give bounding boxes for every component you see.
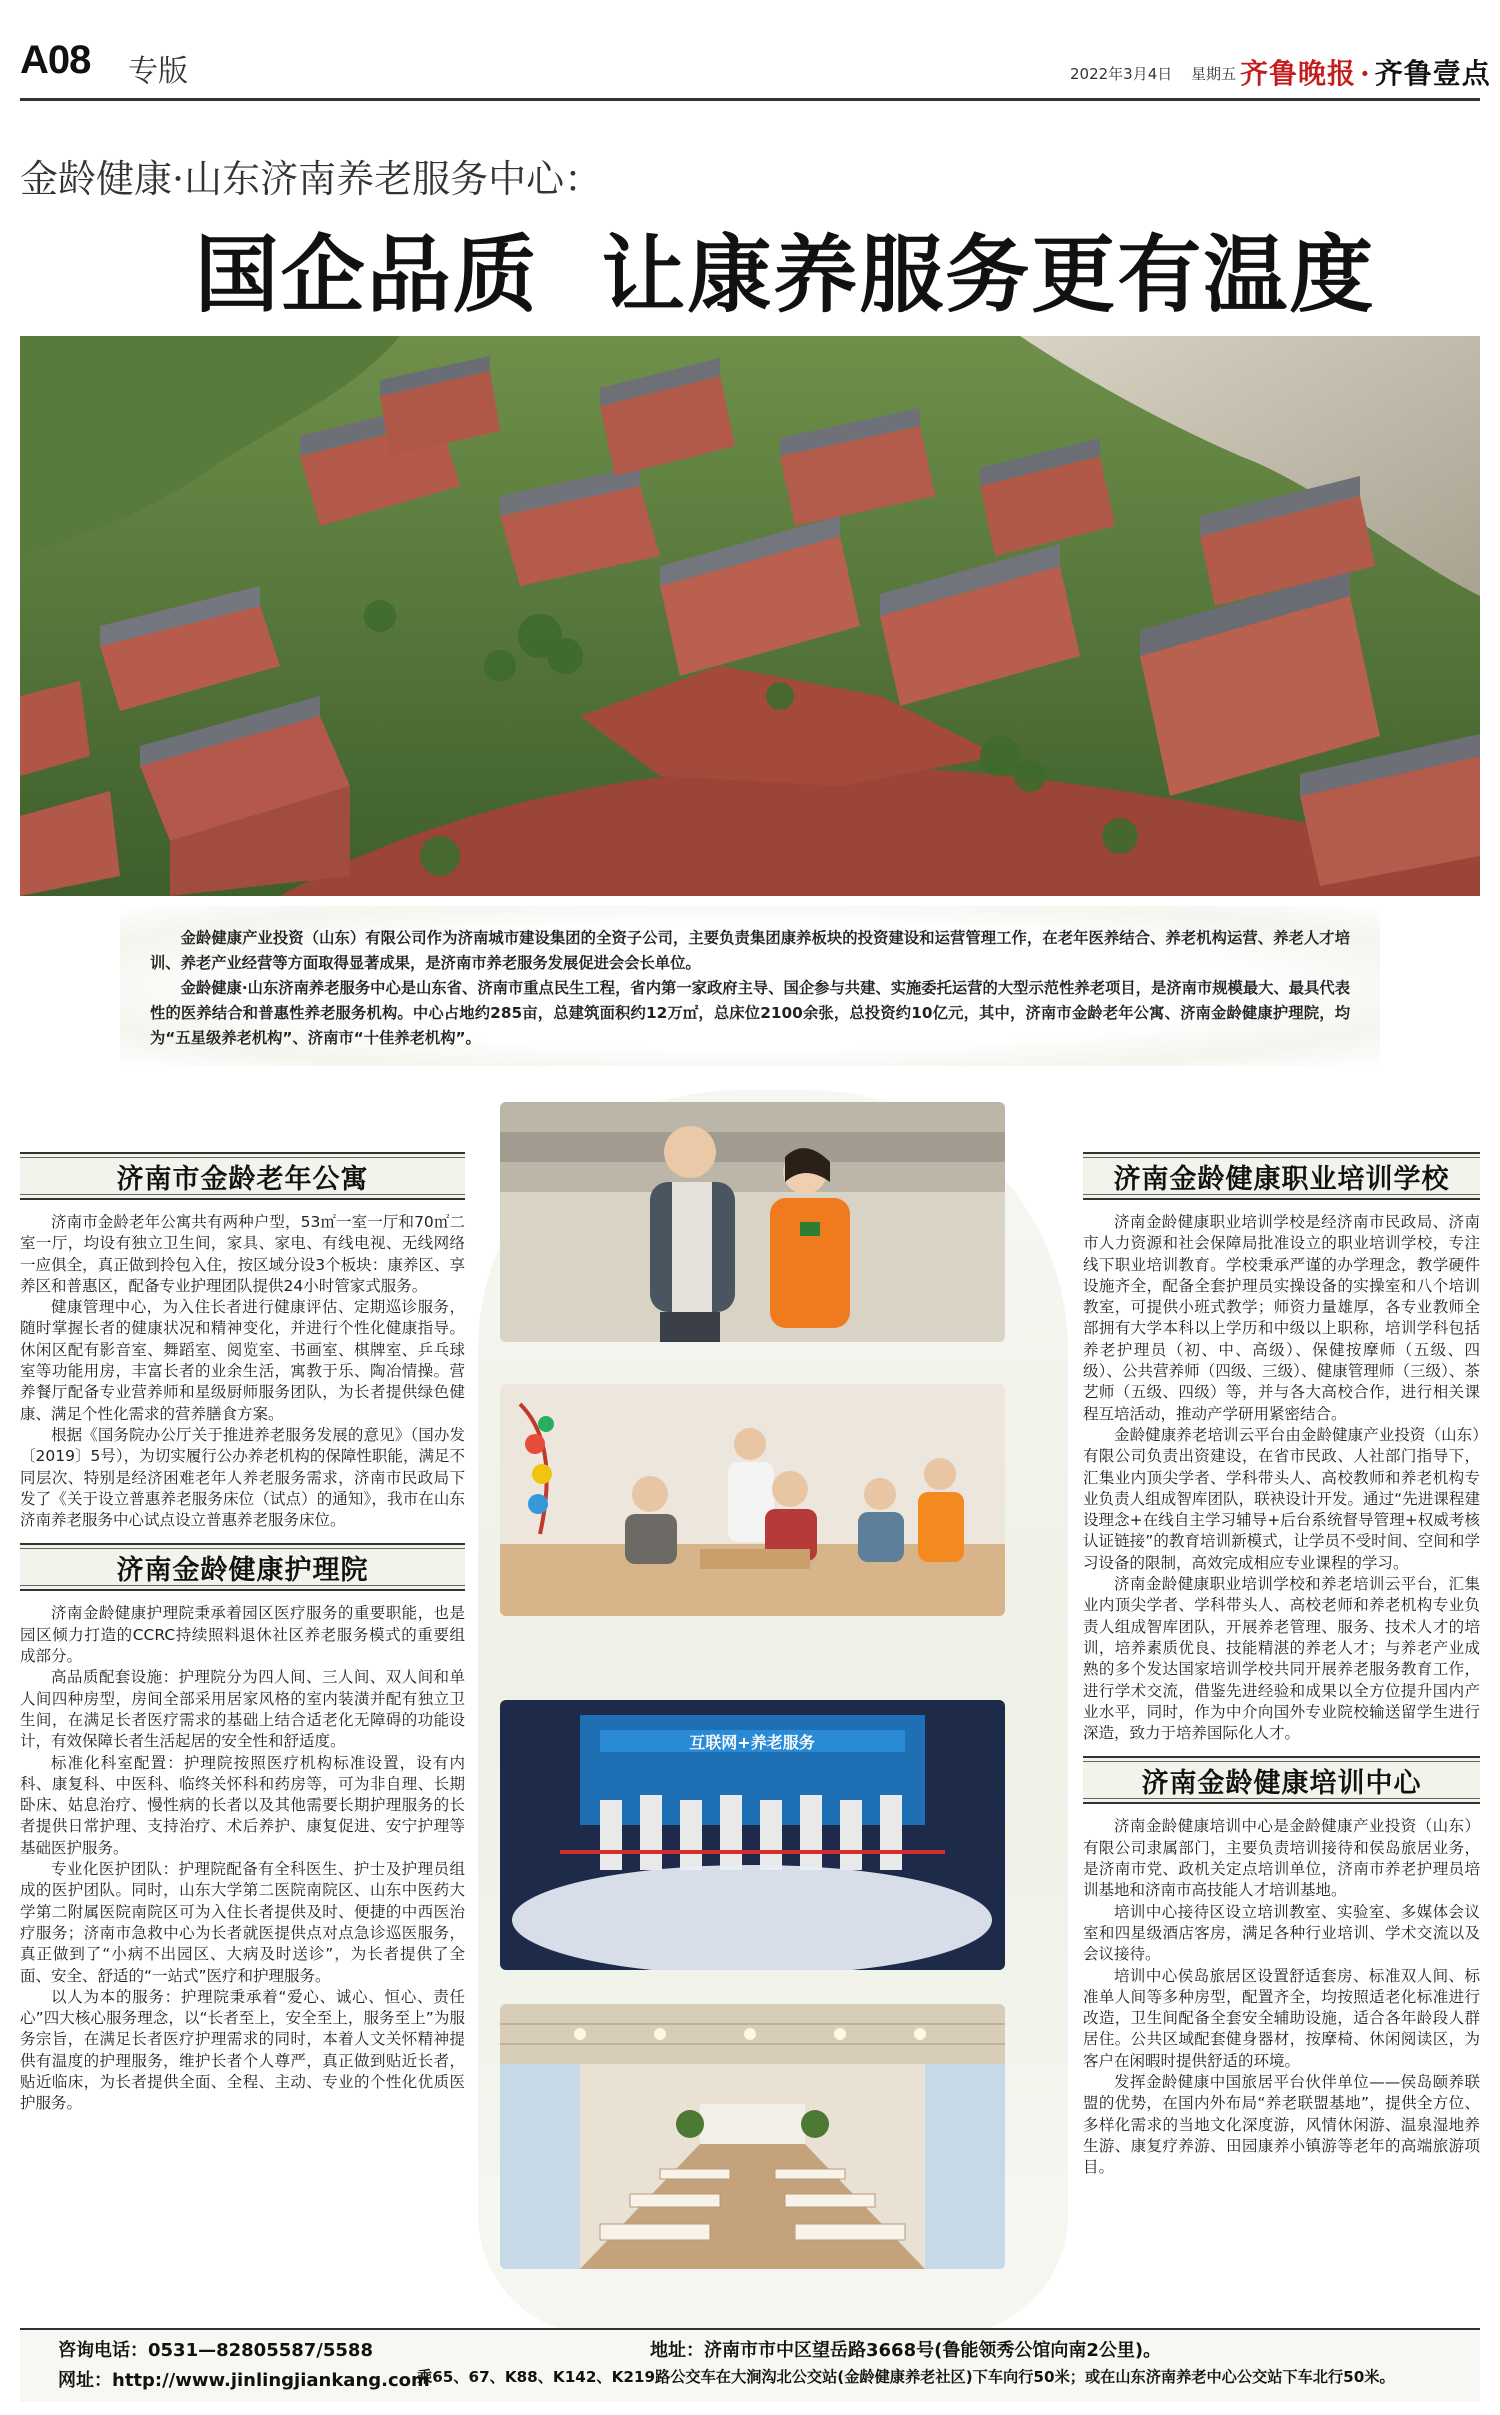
weekday-text: 星期五 — [1191, 65, 1237, 83]
body-paragraph: 高品质配套设施：护理院分为四人间、三人间、双人间和单人间四种房型，房间全部采用居家风格的室内装潢并配有独立卫生间，在满足长者医疗需求的基础上结合适老化无障碍的功能设计，有效保障长者生活起居的安全性和舒适度。 — [20, 1668, 465, 1751]
section-title: 济南金龄健康护理院 — [116, 1554, 369, 1586]
aerial-campus-illustration — [20, 336, 1480, 896]
photo-elder-with-caregiver — [500, 1102, 1005, 1342]
intro-paragraph: 金龄健康·山东济南养老服务中心是山东省、济南市重点民生工程，省内第一家政府主导、国企参与共建、实施委托运营的大型示范性养老项目，是济南市规模最大、最具代表性的医养结合和普惠性养老服务机构。中心占地约285亩，总建筑面积约12万㎡，总床位2100余张，总投资约10亿元，其中，济南市金龄老年公寓、济南金龄健康护理院，均为“五星级养老机构”、济南市“十佳养老机构”。 — [150, 979, 1350, 1047]
body-paragraph: 专业化医护团队：护理院配备有全科医生、护士及护理员组成的医护团队。同时，山东大学第二医院南院区、山东中医药大学第二附属医院南院区可为入住长者提供及时、便捷的中西医治疗服务；济南市急救中心为长者就医提供点对点急诊巡医服务，真正做到了“小病不出园区、大病及时送诊”，为长者提供了全面、安全、舒适的“一站式”医疗和护理服务。 — [20, 1860, 465, 1985]
body-paragraph: 金龄健康养老培训云平台由金龄健康产业投资（山东）有限公司负责出资建设，在省市民政、人社部门指导下，汇集业内顶尖学者、学科带头人、高校教师和养老机构专业负责人组成智库团队，联袂设计开发。通过“先进课程建设理念+在线自主学习辅导+后台系统督导管理+权威考核认证链接”的教育培训新模式，让学员不受时间、空间和学习设备的限制，高效完成相应专业课程的学习。 — [1083, 1425, 1480, 1572]
intro-text — [150, 926, 1350, 1051]
headline-title: 国企品质 让康养服务更有温度 — [194, 225, 1376, 324]
masthead-rule — [20, 98, 1480, 101]
body-paragraph: 济南市金龄老年公寓共有两种户型，53㎡一室一厅和70㎡二室一厅，均设有独立卫生间，家具、家电、有线电视、无线网络一应俱全，真正做到拎包入住，按区域分设3个板块：康养区、享养区和普惠区，配备专业护理团队提供24小时管家式服务。 — [20, 1213, 465, 1295]
logo-primary: 齐鲁晚报 — [1240, 57, 1357, 90]
body-paragraph: 济南金龄健康职业培训学校是经济南市民政局、济南市人力资源和社会保障局批准设立的职业培训学校，专注线下职业培训教育。学校秉承严谨的办学理念，教学硬件设施齐全，配备全套护理员实操设备的实操室和八个培训教室，可提供小班式教学；师资力量雄厚，各专业教师全部拥有大学本科以上学历和中级以上职称，培训学科包括养老护理员（初、中、高级）、保健按摩师（五级、四级）、公共营养师（四级、三级）、健康管理师（三级）、茶艺师（五级、四级）等，并与各大高校合作，进行相关课程互培活动，推动产学研用紧密结合。 — [1083, 1213, 1480, 1423]
footer-phone — [58, 2336, 373, 2362]
body-paragraph: 济南金龄健康职业培训学校和养老培训云平台，汇集业内顶尖学者、学科带头人、高校老师和养老机构专业负责人组成智库团队，开展养老管理、服务、技术人才的培训，培养素质优良、技能精湛的养老人才；与养老产业成熟的多个发达国家培训学校共同开展养老服务教育工作，进行学术交流，借鉴先进经验和成果以全方位提升国内产业水平，同时，作为中介向国外专业院校输送留学生进行深造，致力于培养国际化人才。 — [1083, 1575, 1480, 1743]
page-number: A08 — [20, 38, 91, 82]
address-text: 济南市市中区望岳路3668号(鲁能领秀公馆向南2公里)。 — [704, 2340, 1162, 2361]
body-paragraph: 济南金龄健康护理院秉承着园区医疗服务的重要职能，也是园区倾力打造的CCRC持续照料退休社区养老服务模式的重要组成部分。 — [20, 1604, 465, 1666]
footer-bus-directions: 乘65、67、K88、K142、K219路公交车在大涧沟北公交站(金龄健康养老社区)下车向行50米；或在山东济南养老中心公交站下车北行50米。 — [417, 2368, 1395, 2386]
web-label: 网址： — [58, 2370, 112, 2391]
ceremony-banner-text: 互联网+养老服务 — [689, 1733, 815, 1752]
headline-kicker: 金龄健康·山东济南养老服务中心： — [20, 157, 603, 201]
hero-photo-aerial-campus — [20, 336, 1480, 896]
body-paragraph: 济南金龄健康培训中心是金龄健康产业投资（山东）有限公司隶属部门，主要负责培训接待和侯岛旅居业务，是济南市党、政机关定点培训单位，济南市养老护理员培训基地和济南市高技能人才培训基地。 — [1083, 1817, 1480, 1900]
section-heading-training-school — [1083, 1152, 1480, 1200]
newspaper-logo — [1240, 52, 1491, 92]
phone-label: 咨询电话： — [58, 2340, 148, 2361]
section-heading-training-center — [1083, 1756, 1480, 1804]
body-paragraph: 健康管理中心，为入住长者进行健康评估、定期巡诊服务，随时掌握长者的健康状况和精神变化，并进行个性化健康指导。休闲区配有影音室、舞蹈室、阅览室、书画室、棋牌室、乒乓球室等功能用房，丰富长者的业余生活，寓教于乐、陶冶情操。营养餐厅配备专业营养师和星级厨师服务团队，为长者提供绿色健康、满足个性化需求的营养膳食方案。 — [20, 1298, 465, 1423]
logo-secondary: 齐鲁壹点 — [1374, 57, 1491, 90]
date-text: 2022年3月4日 — [1070, 65, 1173, 83]
footer-website — [58, 2366, 430, 2392]
photo-conference-hall — [500, 2004, 1005, 2269]
footer-address — [650, 2336, 1161, 2362]
photo-launch-ceremony — [500, 1700, 1005, 1970]
section-title: 济南金龄健康职业培训学校 — [1113, 1163, 1450, 1195]
body-paragraph: 培训中心接待区设立培训教室、实验室、多媒体会议室和四星级酒店客房，满足各种行业培训、学术交流以及会议接待。 — [1083, 1902, 1480, 1964]
section-title: 济南金龄健康培训中心 — [1141, 1767, 1422, 1799]
logo-separator-icon: · — [1360, 57, 1371, 90]
intro-paragraph: 金龄健康产业投资（山东）有限公司作为济南城市建设集团的全资子公司，主要负责集团康养板块的投资建设和运营管理工作，在老年医养结合、养老机构运营、养老人才培训、养老产业经营等方面取得显著成果，是济南市养老服务发展促进会会长单位。 — [150, 929, 1350, 972]
website-link[interactable]: http://www.jinlingjiankang.com — [112, 2370, 430, 2391]
masthead — [0, 0, 1500, 102]
body-paragraph: 标准化科室配置：护理院按照医疗机构标准设置，设有内科、康复科、中医科、临终关怀科和药房等，可为非自理、长期卧床、姑息治疗、慢性病的长者以及其他需要长期护理服务的长者提供日常护理、支持治疗、术后养护、康复促进、安宁护理等基础医护服务。 — [20, 1753, 465, 1857]
section-heading-apartment — [20, 1152, 465, 1200]
body-paragraph: 发挥金龄健康中国旅居平台伙伴单位——侯岛颐养联盟的优势，在国内外布局“养老联盟基地”，提供全方位、多样化需求的当地文化深度游，风情休闲游、温泉湿地养生游、康复疗养游、田园康养小镇游等老年的高端旅游项目。 — [1083, 2072, 1480, 2177]
photo-elders-activity — [500, 1384, 1005, 1616]
section-label: 专版 — [128, 54, 188, 89]
right-column — [1083, 1146, 1480, 2178]
body-paragraph: 根据《国务院办公厅关于推进养老服务发展的意见》（国办发〔2019〕5号），为切实履行公办养老机构的保障性职能，满足不同层次、特别是经济困难老年人养老服务需求，济南市民政局下发了《关于设立普惠养老服务床位（试点）的通知》，我市在山东济南养老服务中心试点设立普惠养老服务床位。 — [20, 1425, 465, 1530]
section-heading-nursing-home — [20, 1543, 465, 1591]
address-label: 地址： — [650, 2340, 704, 2361]
phone-number: 0531—82805587/5588 — [148, 2340, 373, 2361]
body-paragraph: 培训中心侯岛旅居区设置舒适套房、标准双人间、标准单人间等多种房型，配置齐全，均按照适老化标准进行改造，卫生间配备全套安全辅助设施，适合各年龄段人群居住。公共区域配套健身器材，按摩椅、休闲阅读区，为客户在闲暇时提供舒适的环境。 — [1083, 1966, 1480, 2070]
issue-date — [1070, 63, 1236, 84]
contact-footer — [20, 2328, 1480, 2402]
body-paragraph: 以人为本的服务：护理院秉承着“爱心、诚心、恒心、责任心”四大核心服务理念，以“长者至上，安全至上，服务至上”为服务宗旨，在满足长者医疗护理需求的同时，本着人文关怀精神提供有温度的护理服务，维护长者个人尊严，真正做到贴近长者，贴近临床，为长者提供全面、全程、主动、专业的个性化优质医护服务。 — [20, 1987, 465, 2113]
section-title: 济南市金龄老年公寓 — [116, 1163, 369, 1195]
left-column — [20, 1146, 465, 2115]
